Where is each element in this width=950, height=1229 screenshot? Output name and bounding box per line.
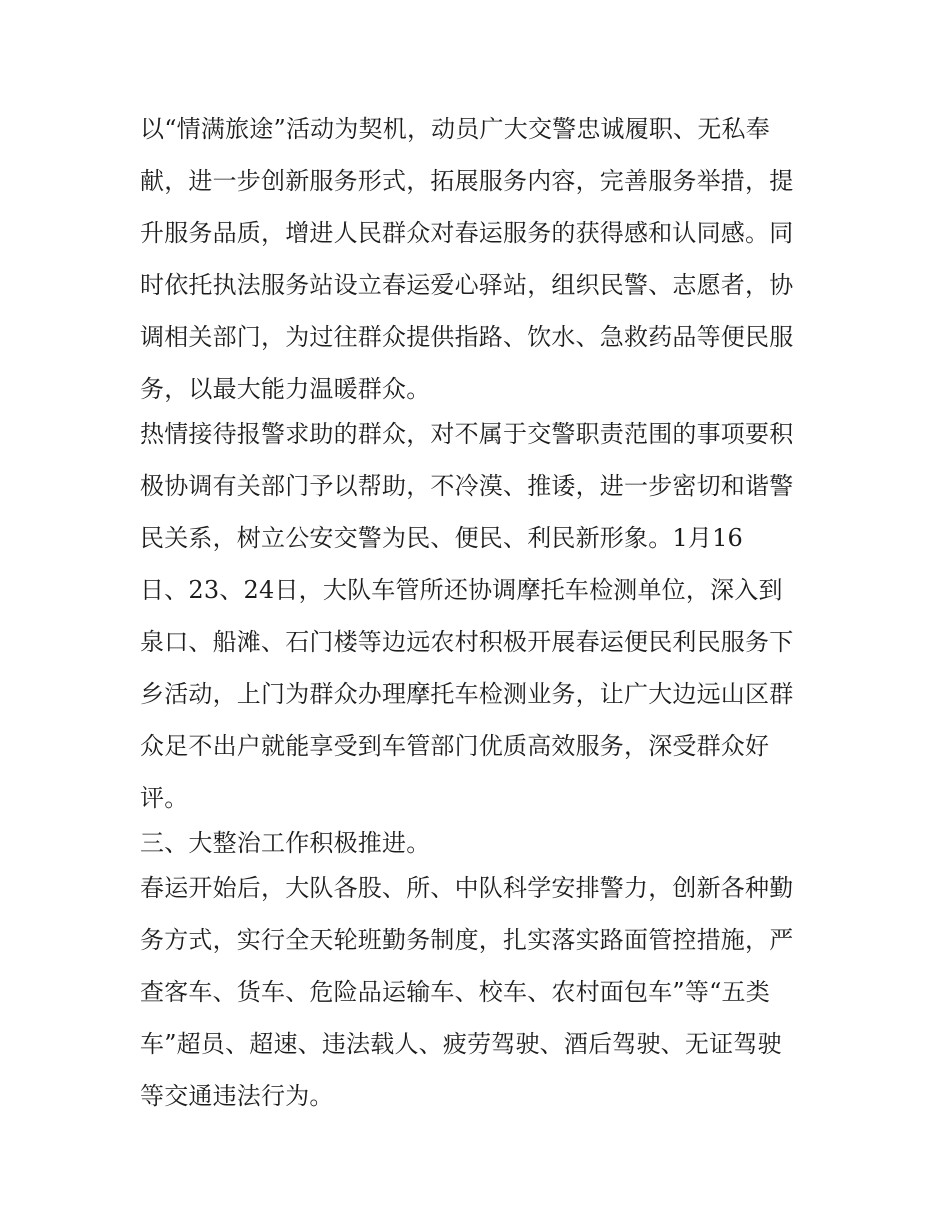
- text-line: 务，以最大能力温暖群众。: [140, 375, 431, 403]
- text-line: 时依托执法服务站设立春运爱心驿站，组织民警、志愿者，协: [140, 271, 794, 299]
- text-line: 热情接待报警求助的群众，对不属于交警职责范围的事项要积: [140, 420, 794, 448]
- text-line: 调相关部门，为过往群众提供指路、饮水、急救药品等便民服: [140, 323, 794, 351]
- text-line: 查客车、货车、危险品运输车、校车、农村面包车”等“五类: [140, 978, 770, 1006]
- text-line: 评。: [140, 784, 189, 812]
- text-line: 日、23、24日，大队车管所还协调摩托车检测单位，深入到: [140, 576, 783, 604]
- text-line: 极协调有关部门予以帮助，不冷漠、推诿，进一步密切和谐警: [140, 472, 794, 500]
- text-line: 泉口、船滩、石门楼等边远农村积极开展春运便民利民服务下: [140, 628, 794, 656]
- text-line: 等交通违法行为。: [140, 1082, 334, 1110]
- section-heading: 三、大整治工作积极推进。: [140, 829, 431, 857]
- text-line: 以“情满旅途”活动为契机，动员广大交警忠诚履职、无私奉: [140, 115, 770, 143]
- text-line: 务方式，实行全天轮班勤务制度，扎实落实路面管控措施，严: [140, 926, 794, 954]
- text-line: 众足不出户就能享受到车管部门优质高效服务，深受群众好: [140, 732, 770, 760]
- text-line: 升服务品质，增进人民群众对春运服务的获得感和认同感。同: [140, 219, 794, 247]
- text-line: 车”超员、超速、违法载人、疲劳驾驶、酒后驾驶、无证驾驶: [140, 1030, 782, 1058]
- text-line: 春运开始后，大队各股、所、中队科学安排警力，创新各种勤: [140, 874, 794, 902]
- text-line: 民关系，树立公安交警为民、便民、利民新形象。1月16: [140, 524, 744, 552]
- text-line: 献，进一步创新服务形式，拓展服务内容，完善服务举措，提: [140, 167, 794, 195]
- text-line: 乡活动，上门为群众办理摩托车检测业务，让广大边远山区群: [140, 680, 794, 708]
